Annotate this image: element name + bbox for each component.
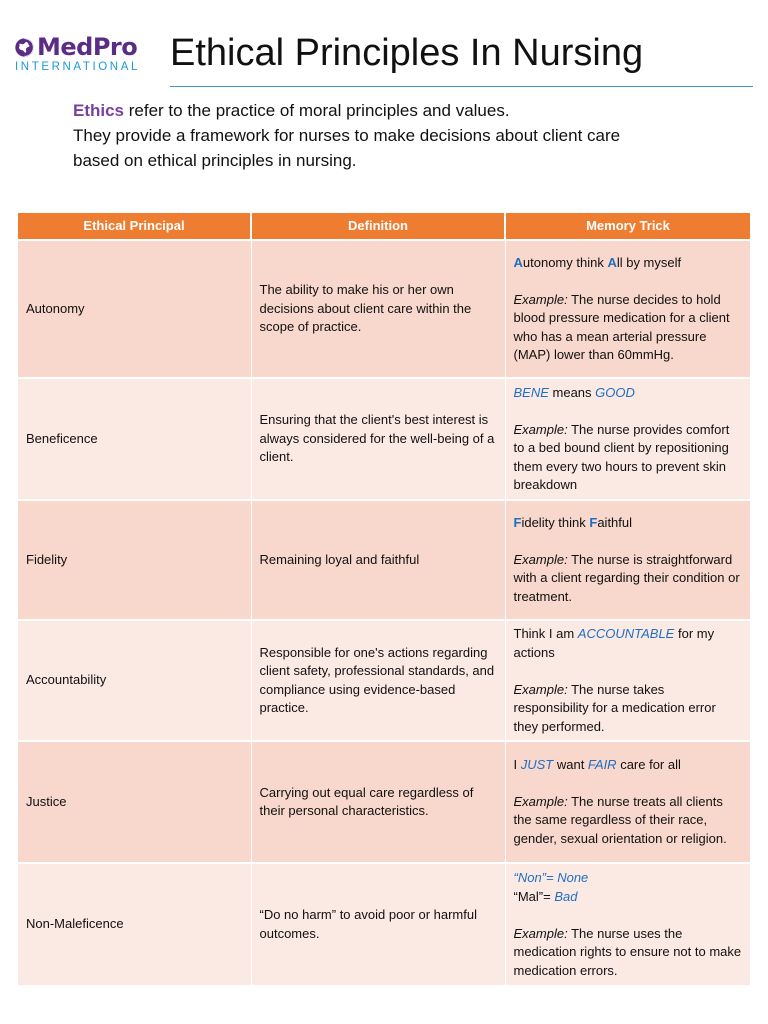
memory-trick-cell bbox=[505, 240, 750, 378]
definition-cell: “Do no harm” to avoid poor or harmful outcomes. bbox=[251, 863, 505, 985]
memory-trick-phrase: Autonomy think All by myself bbox=[513, 254, 682, 270]
principle-cell: Beneficence bbox=[18, 378, 251, 500]
example-text: Example: The nurse uses the medication rights to ensure not to make medication errors. bbox=[513, 925, 742, 978]
intro-line-3: based on ethical principles in nursing. bbox=[73, 151, 357, 170]
intro-line-1 bbox=[73, 98, 713, 123]
principle-cell: Justice bbox=[18, 741, 251, 863]
example-text: Example: The nurse provides comfort to a bed bound client by repositioning them every two hours to prevent skin breakdown bbox=[513, 421, 730, 492]
intro-text bbox=[73, 98, 713, 173]
memory-trick-phrase: Think I am ACCOUNTABLE for my actions bbox=[513, 626, 715, 660]
principle-cell: Non-Maleficence bbox=[18, 863, 251, 985]
column-header: Definition bbox=[251, 213, 505, 240]
memory-trick-phrase: “Non”= None bbox=[513, 870, 589, 885]
example-label: Example: bbox=[513, 421, 568, 437]
definition-cell: The ability to make his or her own decisions about client care within the scope of practice. bbox=[251, 240, 505, 378]
table-header-row bbox=[18, 213, 750, 240]
ethics-highlight: Ethics bbox=[73, 101, 125, 120]
table-row bbox=[18, 240, 750, 378]
globe-icon bbox=[14, 37, 35, 58]
table-row bbox=[18, 378, 750, 500]
example-label: Example: bbox=[513, 925, 568, 941]
table-row bbox=[18, 741, 750, 863]
column-header: Memory Trick bbox=[505, 213, 750, 240]
memory-trick-phrase: “Mal”= Bad bbox=[513, 888, 578, 904]
memory-trick-cell bbox=[505, 500, 750, 620]
definition-cell: Ensuring that the client's best interest is always considered for the well-being of a client. bbox=[251, 378, 505, 500]
medpro-logo bbox=[14, 33, 154, 73]
example-text: Example: The nurse takes responsibility for a medication error they performed. bbox=[513, 681, 716, 734]
example-text: Example: The nurse decides to hold blood pressure medication for a client who has a mean arterial pressure (MAP) lower than 60mmHg. bbox=[513, 291, 730, 362]
memory-trick-phrase: BENE means GOOD bbox=[513, 384, 635, 400]
logo-name: MedPro bbox=[37, 33, 138, 61]
principle-cell: Autonomy bbox=[18, 240, 251, 378]
memory-trick-cell bbox=[505, 863, 750, 985]
table-row bbox=[18, 620, 750, 741]
example-label: Example: bbox=[513, 793, 568, 809]
table-row bbox=[18, 863, 750, 985]
title-divider bbox=[170, 86, 753, 87]
memory-trick-phrase: I JUST want FAIR care for all bbox=[513, 756, 681, 772]
page-title: Ethical Principles In Nursing bbox=[170, 32, 644, 74]
example-label: Example: bbox=[513, 291, 568, 307]
memory-trick-cell bbox=[505, 620, 750, 741]
example-text: Example: The nurse treats all clients the same regardless of their race, gender, sexual orientation or religion. bbox=[513, 793, 727, 846]
example-label: Example: bbox=[513, 681, 568, 697]
principle-cell: Fidelity bbox=[18, 500, 251, 620]
definition-cell: Carrying out equal care regardless of their personal characteristics. bbox=[251, 741, 505, 863]
column-header: Ethical Principal bbox=[18, 213, 251, 240]
intro-line-2: They provide a framework for nurses to make decisions about client care bbox=[73, 126, 621, 145]
intro-line-1-text: refer to the practice of moral principles and values. bbox=[124, 101, 510, 120]
ethics-table bbox=[18, 213, 750, 985]
example-label: Example: bbox=[513, 551, 568, 567]
memory-trick-cell bbox=[505, 378, 750, 500]
memory-trick-cell bbox=[505, 741, 750, 863]
page-header bbox=[0, 0, 768, 92]
logo-subtitle: INTERNATIONAL bbox=[15, 61, 140, 73]
principle-cell: Accountability bbox=[18, 620, 251, 741]
example-text: Example: The nurse is straightforward with a client regarding their condition or treatment. bbox=[513, 551, 740, 604]
definition-cell: Responsible for one's actions regarding client safety, professional standards, and compliance using evidence-based practice. bbox=[251, 620, 505, 741]
table-row bbox=[18, 500, 750, 620]
definition-cell: Remaining loyal and faithful bbox=[251, 500, 505, 620]
memory-trick-phrase: Fidelity think Faithful bbox=[513, 514, 633, 530]
